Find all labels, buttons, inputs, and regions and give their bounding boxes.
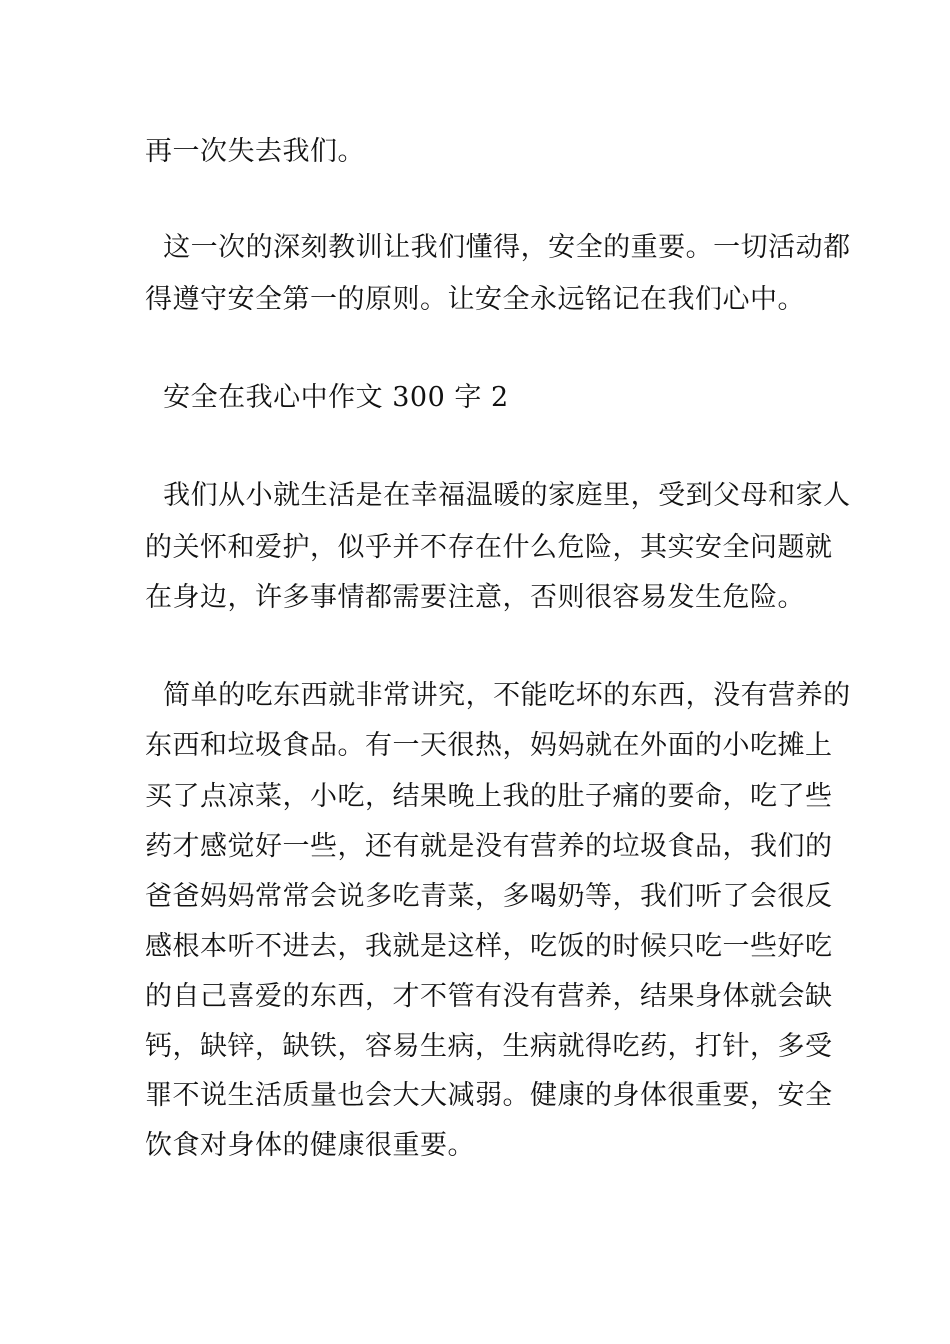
section-heading: 安全在我心中作文 300 字 2 — [145, 382, 509, 413]
paragraph-line: 钙，缺锌，缺铁，容易生病，生病就得吃药，打针，多受 — [145, 1031, 833, 1062]
paragraph-line: 药才感觉好一些，还有就是没有营养的垃圾食品，我们的 — [145, 831, 833, 862]
paragraph-line: 爸爸妈妈常常会说多吃青菜，多喝奶等，我们听了会很反 — [145, 881, 833, 912]
paragraph-line: 罪不说生活质量也会大大减弱。健康的身体很重要，安全 — [145, 1080, 833, 1111]
paragraph-line: 简单的吃东西就非常讲究，不能吃坏的东西，没有营养的 — [145, 680, 851, 711]
paragraph-line: 的自己喜爱的东西，才不管有没有营养，结果身体就会缺 — [145, 981, 833, 1012]
paragraph-line: 再一次失去我们。 — [145, 136, 365, 167]
paragraph-line: 我们从小就生活是在幸福温暖的家庭里，受到父母和家人 — [145, 480, 851, 511]
paragraph-line: 在身边，许多事情都需要注意，否则很容易发生危险。 — [145, 582, 805, 613]
paragraph-line: 买了点凉菜，小吃，结果晚上我的肚子痛的要命，吃了些 — [145, 781, 833, 812]
paragraph-line: 这一次的深刻教训让我们懂得，安全的重要。一切活动都 — [145, 232, 851, 263]
paragraph-line: 东西和垃圾食品。有一天很热，妈妈就在外面的小吃摊上 — [145, 730, 833, 761]
paragraph-line: 得遵守安全第一的原则。让安全永远铭记在我们心中。 — [145, 284, 805, 315]
paragraph-line: 感根本听不进去，我就是这样，吃饭的时候只吃一些好吃 — [145, 931, 833, 962]
paragraph-line: 饮食对身体的健康很重要。 — [145, 1130, 475, 1161]
paragraph-line: 的关怀和爱护，似乎并不存在什么危险，其实安全问题就 — [145, 532, 833, 563]
